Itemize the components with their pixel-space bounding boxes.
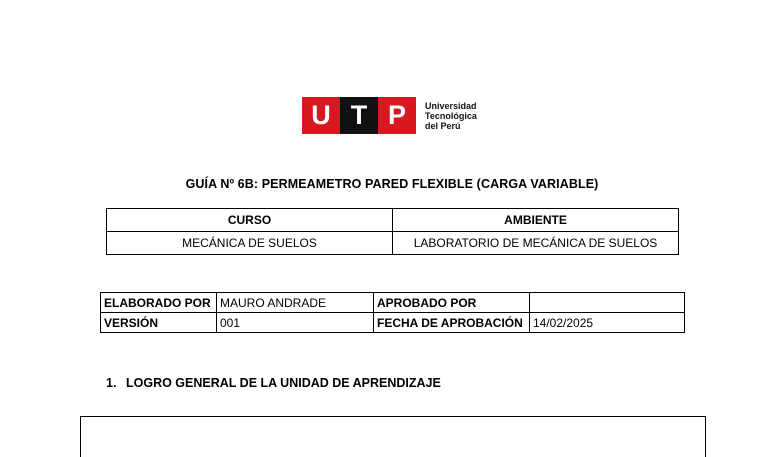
curso-header: CURSO [107, 209, 393, 232]
logo-line-2: Tecnológica [425, 110, 477, 121]
section-number: 1. [106, 376, 117, 390]
ambiente-header: AMBIENTE [393, 209, 679, 232]
elaborado-value: MAURO ANDRADE [217, 293, 374, 313]
logo-line-3: del Perú [425, 120, 461, 131]
logo-letter-t: T [340, 97, 378, 134]
utp-logo [302, 97, 477, 134]
version-value: 001 [217, 313, 374, 333]
curso-value: MECÁNICA DE SUELOS [107, 232, 393, 255]
metadata-table [100, 292, 685, 333]
logo-letter-u: U [302, 97, 340, 134]
aprobado-value [530, 293, 685, 313]
logo-wordmark [425, 101, 477, 131]
fecha-value: 14/02/2025 [530, 313, 685, 333]
table-row [101, 293, 685, 313]
table-row [107, 209, 679, 232]
section-heading [106, 376, 441, 390]
document-title: GUÍA Nº 6B: PERMEAMETRO PARED FLEXIBLE (CARGA VARIABLE) [185, 177, 599, 191]
section-title: LOGRO GENERAL DE LA UNIDAD DE APRENDIZAJE [126, 376, 441, 390]
elaborado-label: ELABORADO POR [101, 293, 217, 313]
aprobado-label: APROBADO POR [374, 293, 530, 313]
logo-line-1: Universidad [425, 100, 477, 111]
table-row [107, 232, 679, 255]
version-label: VERSIÓN [101, 313, 217, 333]
logo-letter-p: P [378, 97, 416, 134]
section-content-box [80, 416, 706, 457]
table-row [101, 313, 685, 333]
ambiente-value: LABORATORIO DE MECÁNICA DE SUELOS [393, 232, 679, 255]
course-table [106, 208, 679, 255]
fecha-label: FECHA DE APROBACIÓN [374, 313, 530, 333]
